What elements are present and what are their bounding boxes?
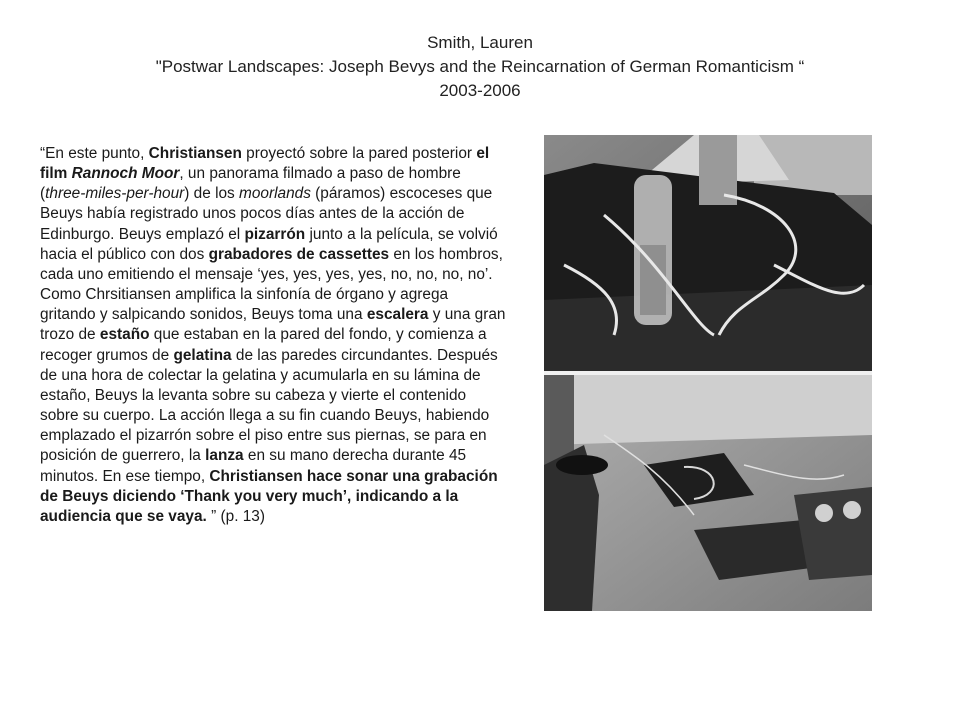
quote-segment: Christiansen	[148, 145, 242, 162]
quote-segment: en su mano derecha durante 45 minutos. En ese tiempo,	[40, 447, 467, 485]
quote-segment: three-miles-per-hour	[45, 185, 185, 203]
beuys-performance-photo	[544, 135, 872, 611]
quote-segment: , un panorama filmado a paso de hombre (	[40, 165, 461, 203]
quote-segment: pizarrón	[244, 225, 306, 243]
quote-segment: ” (p. 13)	[206, 507, 265, 525]
author-name: Smith, Lauren	[427, 33, 533, 52]
quote-segment: lanza	[205, 447, 244, 465]
quote-segment: y una gran trozo de	[40, 306, 506, 344]
document-title: "Postwar Landscapes: Joseph Bevys and the Reincarnation of German Romanticism “	[155, 57, 805, 76]
quote-segment: en los hombros, cada uno emitiendo el mensaje ‘yes, yes, yes, yes, no, no, no, no’. Como Chrsitiansen amplifica la sinfonía de órgano y agrega gritando y salpicando sonidos, Beuys toma una	[40, 245, 503, 324]
document-years: 2003-2006	[439, 81, 521, 100]
quote-segment: Christiansen hace sonar una grabación de Beuys diciendo ‘Thank you very much’, indicando a la audiencia que se vaya.	[40, 467, 498, 525]
quote-segment: de las paredes circundantes. Después de una hora de colectar la gelatina y acumularla en su lámina de estaño, Beuys la levanta sobre su cabeza y vierte el contenido sobre su cuerpo. La acción llega a su fin cuando Beuys, habiendo emplazado el pizarrón sobre el piso entre sus piernas, se para en posición de guerrero, la	[40, 346, 498, 465]
quote-segment: estaño	[99, 326, 150, 344]
quote-segment: ) de los	[184, 185, 240, 203]
quote-segment: grabadores de cassettes	[208, 245, 390, 263]
quote-segment: “En este punto,	[40, 145, 149, 162]
quote-paragraph	[40, 144, 506, 527]
quote-segment: moorlands	[239, 185, 311, 203]
quote-segment: el film	[40, 145, 490, 183]
quote-segment: proyectó sobre la pared posterior	[241, 145, 477, 162]
quote-segment: gelatina	[173, 346, 232, 364]
quote-segment: junto a la película, se volvió hacia el público con dos	[40, 225, 498, 263]
quote-segment: escalera	[366, 306, 429, 324]
quote-segment: (páramos) escoceses que Beuys había registrado unos pocos días antes de la acción de Edinburgo. Beuys emplazó el	[40, 185, 493, 243]
document-header	[0, 31, 960, 103]
quote-segment: Rannoch Moor	[71, 165, 180, 183]
quote-segment: que estaban en la pared del fondo, y comienza a recoger grumos de	[40, 326, 487, 364]
